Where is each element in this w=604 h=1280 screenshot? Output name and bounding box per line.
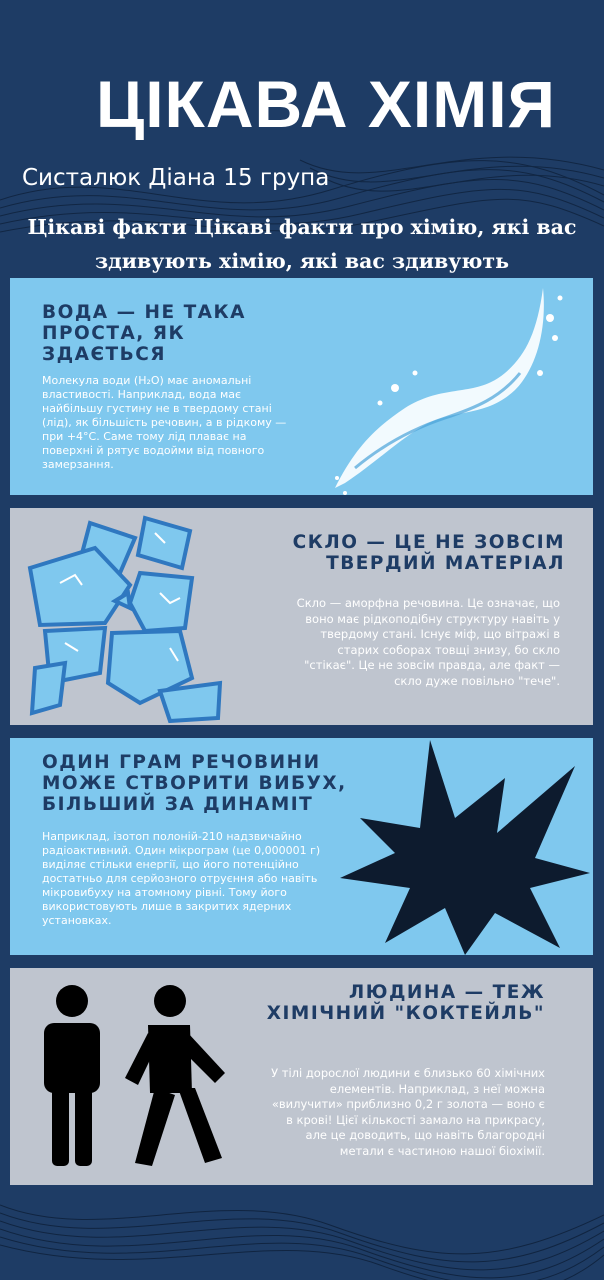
- fact-text: Наприклад, ізотоп полоній-210 надзвичайно радіоактивний. Один мікрограм (це 0,000001 г) виділяє стільки енергії, що його потенційно достатньо для серйозного отруєння або навіть мікровибуху на атомному рівні. Тому його використовують лише в закритих ядерних установках.: [42, 830, 321, 927]
- fact-heading: ЛЮДИНА — ТЕЖ ХІМІЧНИЙ "КОКТЕЙЛЬ": [266, 982, 545, 1024]
- water-splash-icon: [315, 278, 565, 495]
- page-title: ЦІКАВА ХІМІЯ: [96, 67, 556, 141]
- fact-heading: ОДИН ГРАМ РЕЧОВИНИ МОЖЕ СТВОРИТИ ВИБУХ, БІЛЬШИЙ ЗА ДИНАМІТ: [42, 752, 347, 815]
- author-label: Систалюк Діана 15 група: [22, 165, 330, 191]
- fact-text: У тілі дорослої людини є близько 60 хімічних елементів. Наприклад, з неї можна «вилучити» приблизно 0,2 г золота — воно є в крові! Цієї кількості замало на прикрасу, але це доводить, що навіть благородні метали є частиною нашої біохімії.: [271, 1066, 545, 1158]
- page-subtitle: Цікаві факти Цікаві факти про хімію, які вас здивують хімію, які вас здивують: [27, 215, 577, 273]
- wave-decoration-bottom: [0, 1185, 604, 1280]
- fact-text: Скло — аморфна речовина. Це означає, що воно має рідкоподібну структуру навіть у твердому стані. Існує міф, що вітражі в старих соборах товщі знизу, бо скло "стікає". Це не зовсім правда, але факт — скло дуже повільно "тече".: [296, 596, 560, 688]
- fact-card-human: [10, 968, 593, 1185]
- fact-card-glass: [10, 508, 593, 725]
- fact-heading: СКЛО — ЦЕ НЕ ЗОВСІМ ТВЕРДИЙ МАТЕРІАЛ: [292, 532, 565, 574]
- fact-heading: ВОДА — НЕ ТАКА ПРОСТА, ЯК ЗДАЄТЬСЯ: [42, 302, 246, 365]
- people-icon: [30, 983, 240, 1168]
- fact-text: Молекула води (H₂O) має аномальні властивості. Наприклад, вода має найбільшу густину не в твердому стані (лід), як більшість речовин, а в рідкому — при +4°C. Саме тому лід плаває на поверхні й рятує водойми від повного замерзання.: [42, 374, 287, 471]
- broken-glass-icon: [20, 513, 235, 723]
- explosion-icon: [335, 738, 590, 955]
- fact-card-explosion: [10, 738, 593, 955]
- fact-card-water: [10, 278, 593, 495]
